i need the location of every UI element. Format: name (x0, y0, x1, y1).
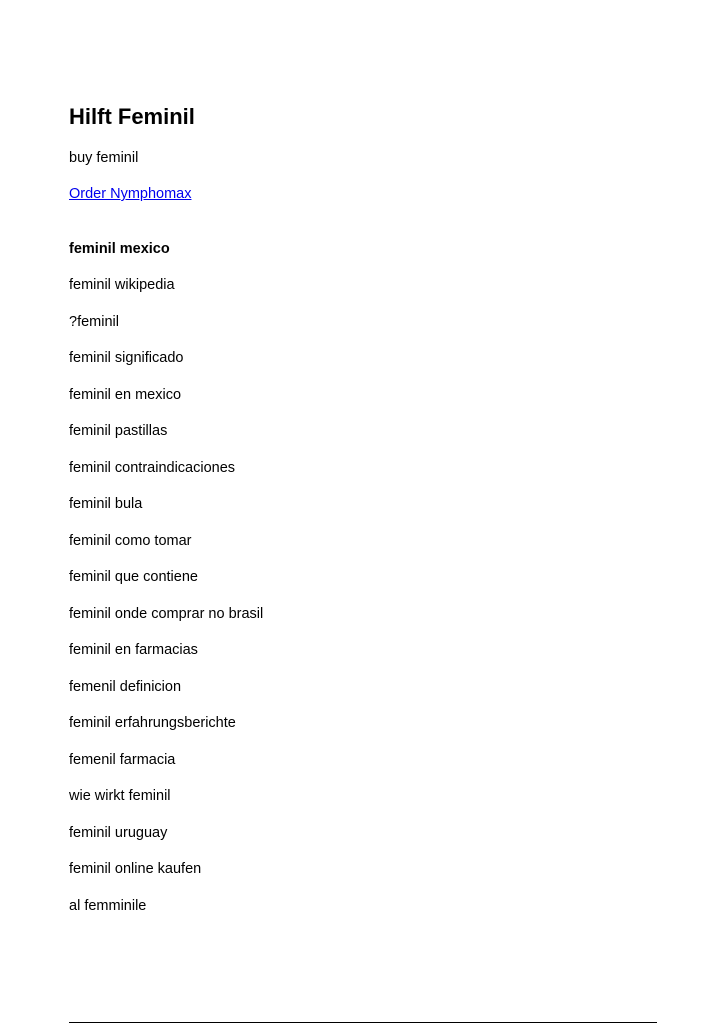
section-heading: feminil mexico (69, 241, 170, 257)
keyword-item: al femminile (69, 898, 147, 914)
keyword-item: feminil uruguay (69, 825, 168, 841)
footer-divider (69, 1022, 657, 1023)
keyword-item: feminil en farmacias (69, 642, 198, 658)
keyword-item: femenil farmacia (69, 752, 176, 768)
keyword-item: feminil bula (69, 496, 143, 512)
order-nymphomax-link[interactable]: Order Nymphomax (69, 186, 192, 202)
keyword-item: feminil erfahrungsberichte (69, 715, 236, 731)
subtitle-text: buy feminil (69, 150, 139, 166)
keyword-item: feminil pastillas (69, 423, 168, 439)
keyword-item: feminil en mexico (69, 387, 182, 403)
keyword-item: feminil significado (69, 350, 184, 366)
keyword-item: feminil online kaufen (69, 861, 202, 877)
keyword-item: feminil wikipedia (69, 277, 175, 293)
keyword-item: feminil como tomar (69, 533, 192, 549)
keyword-item: feminil que contiene (69, 569, 198, 585)
document-page (69, 0, 657, 1024)
keyword-item: feminil onde comprar no brasil (69, 606, 264, 622)
keyword-item: feminil contraindicaciones (69, 460, 236, 476)
keyword-item: femenil definicion (69, 679, 182, 695)
page-title: Hilft Feminil (69, 104, 195, 129)
keyword-item: wie wirkt feminil (69, 788, 171, 804)
keyword-item: ?feminil (69, 314, 119, 330)
